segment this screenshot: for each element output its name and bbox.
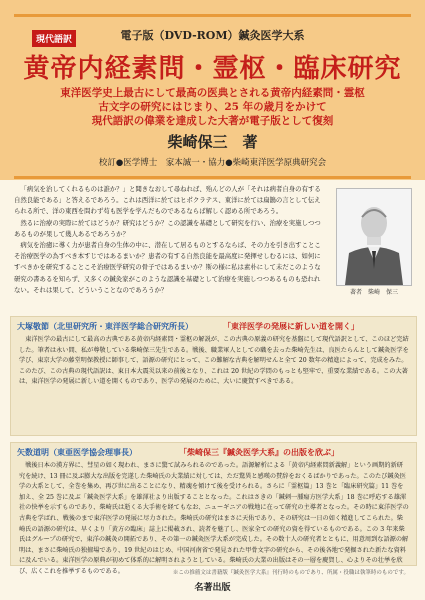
- series-title: 電子版（DVD-ROM）鍼灸医学大系: [120, 29, 305, 42]
- intro-paragraph: 「病気を治してくれるものは誰か？」と聞きなおして尋ねれば、殆んどの人が「それは病者自身の有する自然良能である」と答えるであろう。これは西洋に於てはヒポクラテス、東洋に於ては扁鵲の言として伝えられる所で、洋の東西を問わず苟も医学を学んだものであるならば解しく認める所であろう。: [14, 185, 321, 216]
- subtitle-line-3: 現代語訳の偉業を達成した大著が電子版として復刻: [91, 115, 334, 127]
- translation-badge: 現代語訳: [32, 30, 76, 47]
- main-title: 黄帝内経素問・霊枢・臨床研究: [23, 54, 402, 84]
- author-portrait: [336, 188, 412, 286]
- endorser-name: 矢数道明（東亜医学協会理事長）: [17, 447, 137, 457]
- header-bottom-rule: [14, 176, 411, 179]
- intro-text: [14, 184, 324, 296]
- endorsement-body: 戦後日本の漢方界に、彗星の如く現われ、まさに驚て試みられるのであった。語源解析による「黄帝内経素問新義解」という画期的新研究を続け、13 冊に及ぶ膨大な出版を完遂した柴崎氏の大業績に対しては、ただ驚異と感嘆の賛辞をおくるばかりであった。このたび鍼灸医学の大系として、全巻を集め、再び世に出ることになり、精魂を傾けて後を受けられる。さらに「霊枢篇」13 巻と「臨床研究篇」11 巻を加え、全 25 巻に及ぶ「鍼灸医学大系」を雄渾社より出版することとなった。これはさきの「鍼刺一腫瘍方医学大系」18 巻に呼応する雄渾社の快挙を示すものであり、柴崎氏は逝くる大手術を経てもなお、ニューギニアの戦地に在って研究の主導者となった。その時に東洋医学の古典を学ばれ、戦後のまで東洋医学の発展に尽力された。柴崎氏の研究はまさに天佑であり、その研究は一日の如く精進してこられた。柴崎氏の語源の研究は、早くより「黄方の臨床」誌上に掲載され、読者を魅了し、医家全ての研究の資を得ているものである。この 3 年来柴氏はグループの研究で、東洋の鍼灸の開拓であり、その第一の鍼灸医学大系が完成した。その数十人の研究者とともに、用意周到な語源の解明は、まさに柴崎氏の独擅場であり、19 世紀のはじめ、中国河南省で発見された甲骨文字の研究から、その後各地で発掘された新たな資料に及んでいる。東洋医学の原典が初めて体系的に解明されようとしている。柴崎氏の大業の出版はその一層を慶賀し、心よりその壮挙を欣び、広くこれを推挙するものである。: [19, 462, 409, 575]
- endorsement-body: 東洋医学の最古にして最高の古典である黄帝内経素問・霊枢の解説が、この古典の原義の研究を基盤にして現代語訳として、このほど完結した。筆者は永い間、私が尊敬している柴崎保三先生である。戦後、職業軍人としての職を去った柴崎先生は、良医たらんとして鍼灸医学を学び、東京大学の藤堂明保教授に師事して、語源の研究にとって、この難解な古典を解明せんと全て 20 数年の精進によって、完成をみた。このたび、この古典の現代語訳は、東日本大震災以来の前後となり、これは 20 世紀の学問のもっとも堅牢で、重要な業績である。この大著は、東洋医学の発展に新しい道を開くものであり、医学の発展のために、大いに慶賀すべきである。: [19, 336, 409, 386]
- endorser-name: 大塚敬節（北里研究所・東洋医学総合研究所長）: [17, 321, 193, 331]
- endorsement-title: 「東洋医学の発展に新しい道を開く」: [223, 321, 359, 331]
- portrait-caption: 著者 柴崎 保三: [349, 289, 398, 296]
- endorsement-section-1: [10, 316, 417, 436]
- supervisors: 校訂●医学博士 家本誠一・協力●柴崎東洋医学原典研究会: [98, 158, 327, 168]
- intro-paragraph: 然るに治療の実際に於てはどうか？研究はどうか？この認識を基礎として研究を行い、治療を実施しつつあるものが果して幾人あるであろうか？: [14, 218, 321, 238]
- endorsement-title: 「柴崎保三『鍼灸医学大系』の出版を欣ぶ」: [179, 447, 339, 457]
- intro-paragraph: 病気を治癒に導く力が患者自身の生体の中に、潜在して居るものとするならば、その力を引き出すことこそ治療医学の為すべき本すじではあるまいか？患者の有する自然良能を最高度に発揮せしむるには、如何にすべきかを研究することこそ治療医学研究の骨子ではあるまいか？斯の様に私は素朴にして未だこのような研究の書あるを知らず、又多くの鍼灸家がこのような認識を基礎として治療を実施しつつあるものも恐れれない。それは果して、どういうことなのであろうか？: [14, 241, 321, 294]
- top-rule: [14, 14, 411, 17]
- portrait-image: [337, 189, 411, 285]
- subtitle-line-2: 古文字の研究にはじまり、25 年の歳月をかけて: [98, 101, 327, 113]
- footnote: ※この推薦文は書籍版『鍼灸医学大系』刊行時のものであり、所属・役職は執筆時のものです。: [172, 570, 409, 576]
- publisher-name: 名著出版: [194, 583, 231, 593]
- subtitle-line-1: 東洋医学史上最古にして最高の医典とされる黄帝内経素問・霊枢: [60, 87, 365, 99]
- author: 柴崎保三 著: [167, 133, 258, 151]
